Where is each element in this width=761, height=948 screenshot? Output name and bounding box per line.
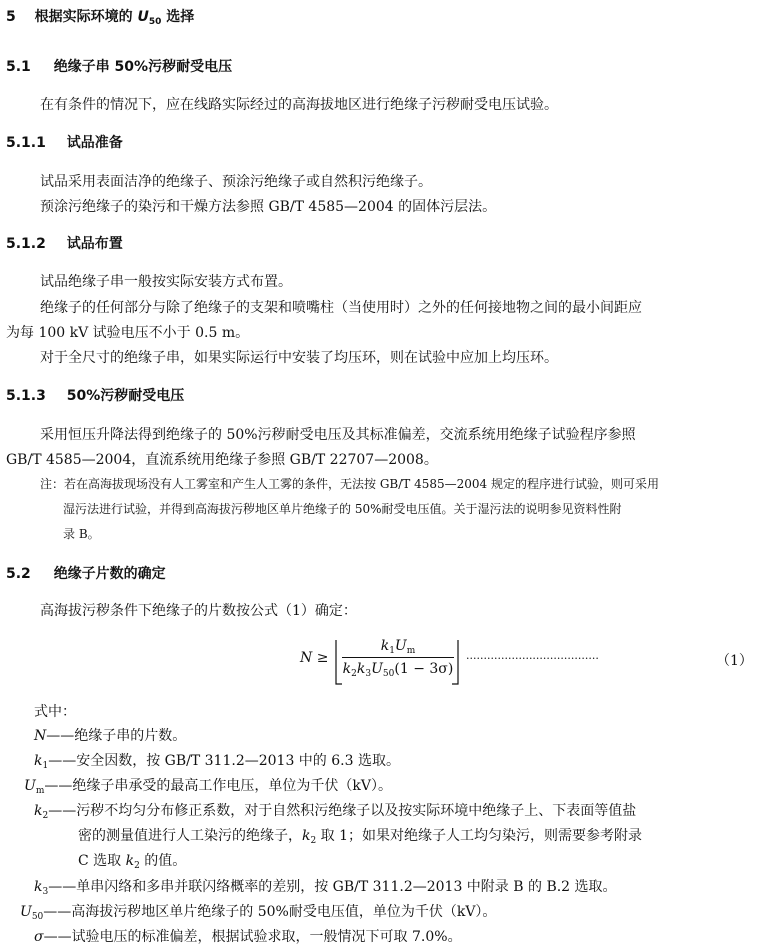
section-title: 绝缘子片数的确定 [53, 566, 166, 582]
section-5-1-2-heading [6, 233, 123, 253]
variable-def-sigma: σ——试验电压的标准偏差，根据试验求取，一般情况下可取 7.0%。 [34, 929, 462, 945]
variable-def-Um: $U_m——$绝缘子串承受的最高工作电压，单位为千伏（kV）。 [24, 778, 392, 796]
section-number: 5.1 [6, 59, 31, 75]
variable-def-U50: $U_{50}——$高海拔污秽地区单片绝缘子的 50%耐受电压值，单位为千伏（kV）。 [20, 904, 497, 922]
section-5-heading: 5 根据实际环境的 $U_{50}$ 选择 [6, 9, 195, 27]
variable-def-k2: $k_2——$污秽不均匀分布修正系数，对于自然积污绝缘子以及按实际环境中绝缘子上、下表面等值盐 [34, 803, 637, 821]
variable-def-k2-cont: 密的测量值进行人工染污的绝缘子，$k_2$ 取 1；如果对绝缘子人工均匀染污，则需要参考附录 [78, 828, 643, 846]
section-number: 5.1.2 [6, 236, 46, 252]
paragraph: 试品采用表面洁净的绝缘子、预涂污绝缘子或自然积污绝缘子。 [40, 174, 432, 190]
section-number: 5.1.1 [6, 135, 46, 151]
section-number: 5 [6, 9, 16, 25]
paragraph: 在有条件的情况下，应在线路实际经过的高海拔地区进行绝缘子污秽耐受电压试验。 [40, 97, 558, 113]
variable-def-k1: $k_1——$安全因数，按 GB/T 311.2—2013 中的 6.3 选取。 [34, 753, 400, 771]
where-intro: 式中： [34, 704, 76, 720]
section-number: 5.1.3 [6, 388, 46, 404]
section-title: 绝缘子串 50%污秽耐受电压 [53, 59, 233, 75]
paragraph: 采用恒压升降法得到绝缘子的 50%污秽耐受电压及其标准偏差，交流系统用绝缘子试验程序参照 [40, 427, 636, 443]
note-line: 录 B。 [63, 527, 100, 541]
note-line: 湿污法进行试验，并得到高海拔污秽地区单片绝缘子的 50%耐受电压值。关于湿污法的说明参见资料性附 [63, 502, 622, 516]
paragraph: 试品绝缘子串一般按实际安装方式布置。 [40, 274, 292, 290]
paragraph: 高海拔污秽条件下绝缘子的片数按公式（1）确定： [40, 603, 357, 619]
formula-leader-dots: ······································ [466, 652, 599, 665]
formula-label: （1） [716, 653, 753, 669]
fraction-numerator: $k_1U_m$ [380, 638, 416, 656]
formula-fraction [342, 638, 454, 677]
fraction-denominator: $k_2k_3U_{50}(1 - 3\sigma)$ [342, 657, 454, 677]
section-number: 5.2 [6, 566, 31, 582]
paragraph: 绝缘子的任何部分与除了绝缘子的支架和喷嘴柱（当使用时）之外的任何接地物之间的最小间距应 [40, 300, 642, 316]
section-5-1-3-heading [6, 385, 184, 405]
section-title: 试品准备 [66, 135, 123, 151]
section-5-1-1-heading [6, 132, 123, 152]
variable-def-k2-cont: C 选取 $k_2$ 的值。 [78, 853, 187, 871]
paragraph-continuation: 为每 100 kV 试验电压不小于 0.5 m。 [6, 325, 250, 341]
note-line: 注：若在高海拔现场没有人工雾室和产生人工雾的条件，无法按 GB/T 4585—2004 规定的程序进行试验，则可采用 [40, 477, 659, 491]
paragraph: 对于全尺寸的绝缘子串，如果实际运行中安装了均压环，则在试验中应加上均压环。 [40, 350, 558, 366]
section-5-1-heading [6, 56, 232, 76]
formula-lhs: N ≥ [300, 650, 329, 666]
section-title: 50%污秽耐受电压 [66, 388, 185, 404]
section-title: 试品布置 [66, 236, 123, 252]
paragraph: 预涂污绝缘子的染污和干燥方法参照 GB/T 4585—2004 的固体污层法。 [40, 199, 497, 215]
variable-def-k3: $k_3——$单串闪络和多串并联闪络概率的差别，按 GB/T 311.2—2013 中附录 B 的 B.2 选取。 [34, 879, 617, 897]
variable-def-N: N——绝缘子串的片数。 [34, 728, 187, 744]
paragraph-continuation: GB/T 4585—2004，直流系统用绝缘子参照 GB/T 22707—2008。 [6, 452, 438, 468]
section-5-2-heading [6, 563, 166, 583]
